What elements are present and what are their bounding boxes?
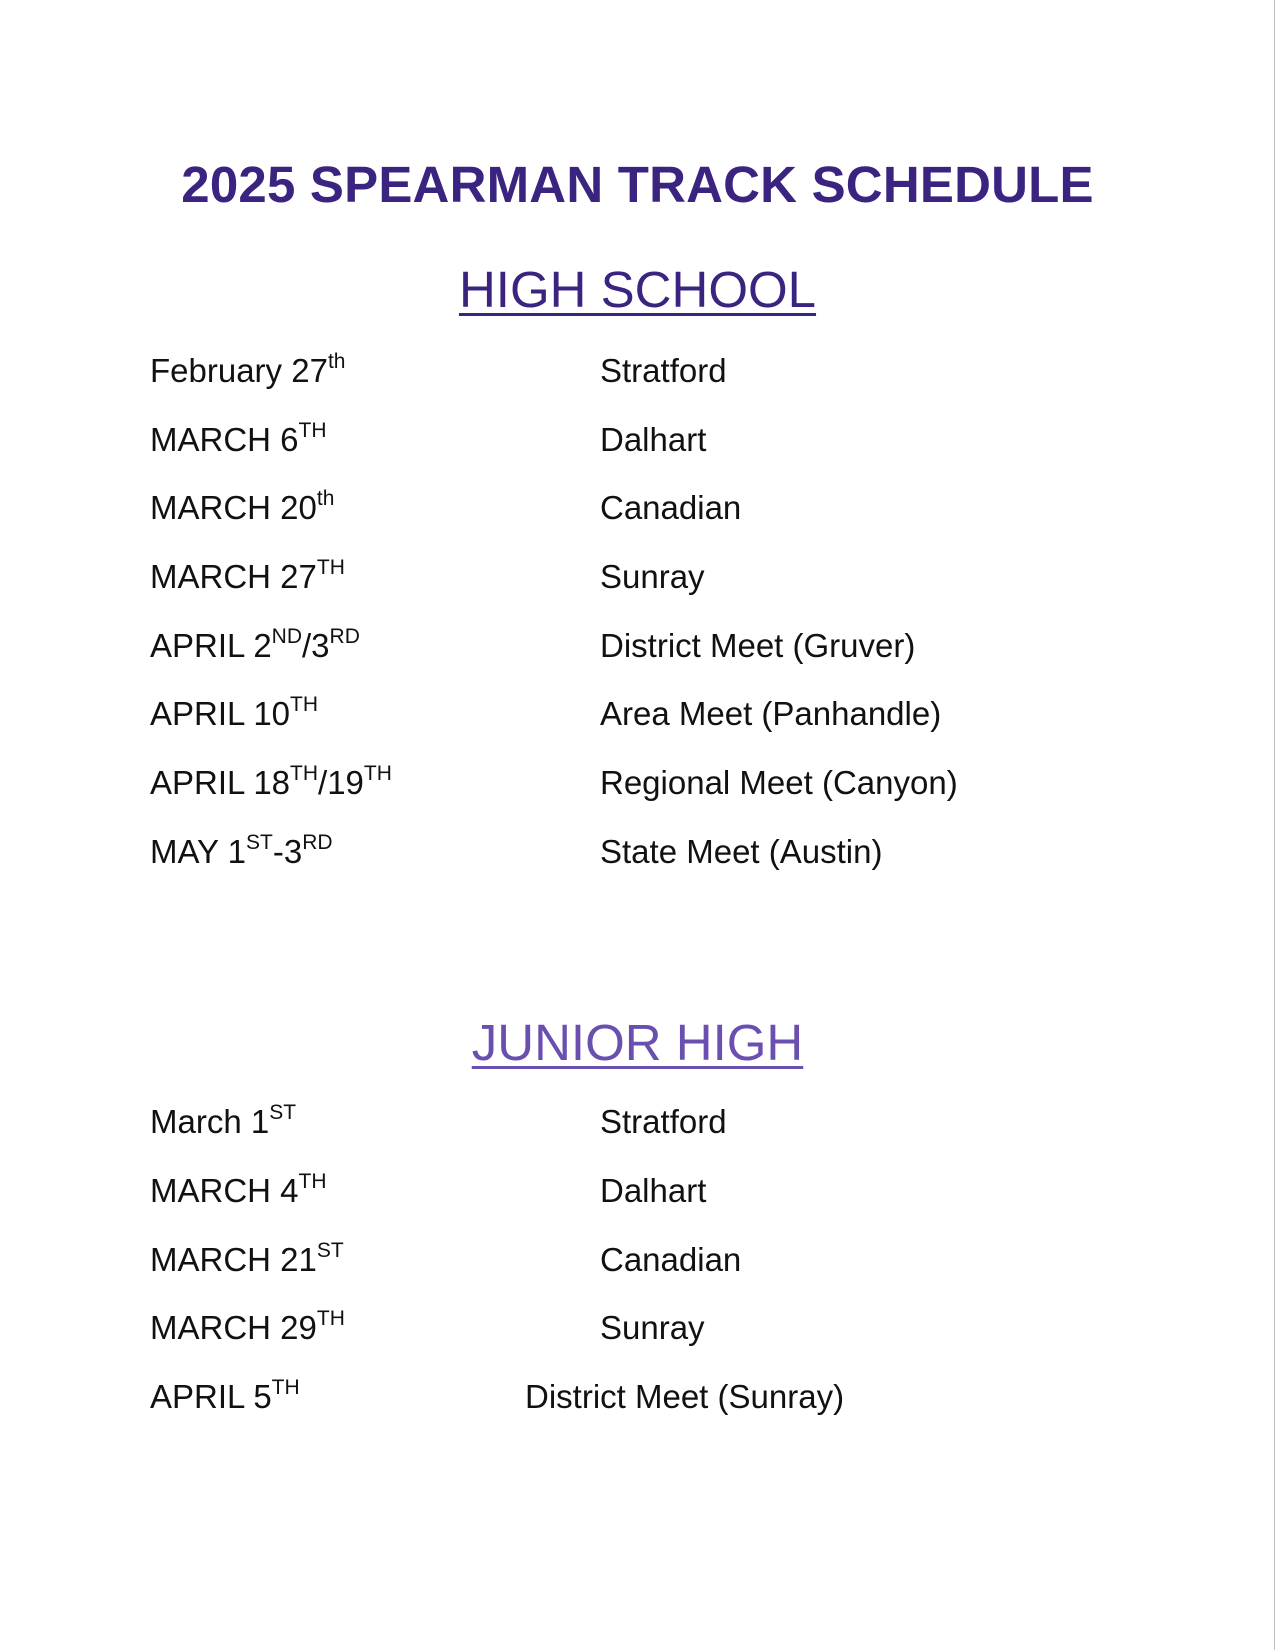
schedule-row bbox=[0, 553, 1275, 601]
event-venue: State Meet (Austin) bbox=[600, 833, 883, 870]
schedule-row bbox=[0, 1236, 1275, 1284]
event-date: MAY 1ST-3RD bbox=[150, 831, 333, 870]
schedule-row bbox=[0, 690, 1275, 738]
event-date: APRIL 5TH bbox=[150, 1376, 300, 1415]
event-venue: Area Meet (Panhandle) bbox=[600, 695, 942, 732]
event-venue: Sunray bbox=[600, 558, 705, 595]
schedule-row bbox=[0, 622, 1275, 670]
event-venue: Stratford bbox=[600, 352, 727, 389]
schedule-row bbox=[0, 1167, 1275, 1215]
event-venue: Canadian bbox=[600, 1241, 742, 1278]
schedule-row bbox=[0, 416, 1275, 464]
event-date: MARCH 4TH bbox=[150, 1170, 327, 1209]
event-venue: Sunray bbox=[600, 1309, 705, 1346]
event-date: MARCH 29TH bbox=[150, 1307, 345, 1346]
event-date: MARCH 21ST bbox=[150, 1239, 344, 1278]
schedule-row bbox=[0, 759, 1275, 807]
event-date: February 27th bbox=[150, 350, 346, 389]
event-venue: District Meet (Sunray) bbox=[525, 1378, 845, 1415]
schedule-row bbox=[0, 828, 1275, 876]
schedule-row bbox=[0, 347, 1275, 395]
schedule-row bbox=[0, 1373, 1275, 1421]
event-venue: Regional Meet (Canyon) bbox=[600, 764, 958, 801]
event-date: MARCH 6TH bbox=[150, 419, 327, 458]
event-date: APRIL 10TH bbox=[150, 693, 319, 732]
event-venue: Stratford bbox=[600, 1103, 727, 1140]
schedule-row bbox=[0, 1098, 1275, 1146]
event-date: March 1ST bbox=[150, 1101, 297, 1140]
event-date: APRIL 18TH/19TH bbox=[150, 762, 392, 801]
event-venue: Canadian bbox=[600, 489, 742, 526]
page-title: 2025 SPEARMAN TRACK SCHEDULE bbox=[181, 156, 1094, 213]
schedule-row bbox=[0, 484, 1275, 532]
event-venue: Dalhart bbox=[600, 1172, 707, 1209]
event-date: MARCH 20th bbox=[150, 487, 335, 526]
event-date: APRIL 2ND/3RD bbox=[150, 625, 360, 664]
event-venue: Dalhart bbox=[600, 421, 707, 458]
event-date: MARCH 27TH bbox=[150, 556, 345, 595]
junior-high-heading: JUNIOR HIGH bbox=[471, 1014, 804, 1071]
event-venue: District Meet (Gruver) bbox=[600, 627, 916, 664]
schedule-row bbox=[0, 1304, 1275, 1352]
high-school-heading: HIGH SCHOOL bbox=[458, 261, 817, 318]
